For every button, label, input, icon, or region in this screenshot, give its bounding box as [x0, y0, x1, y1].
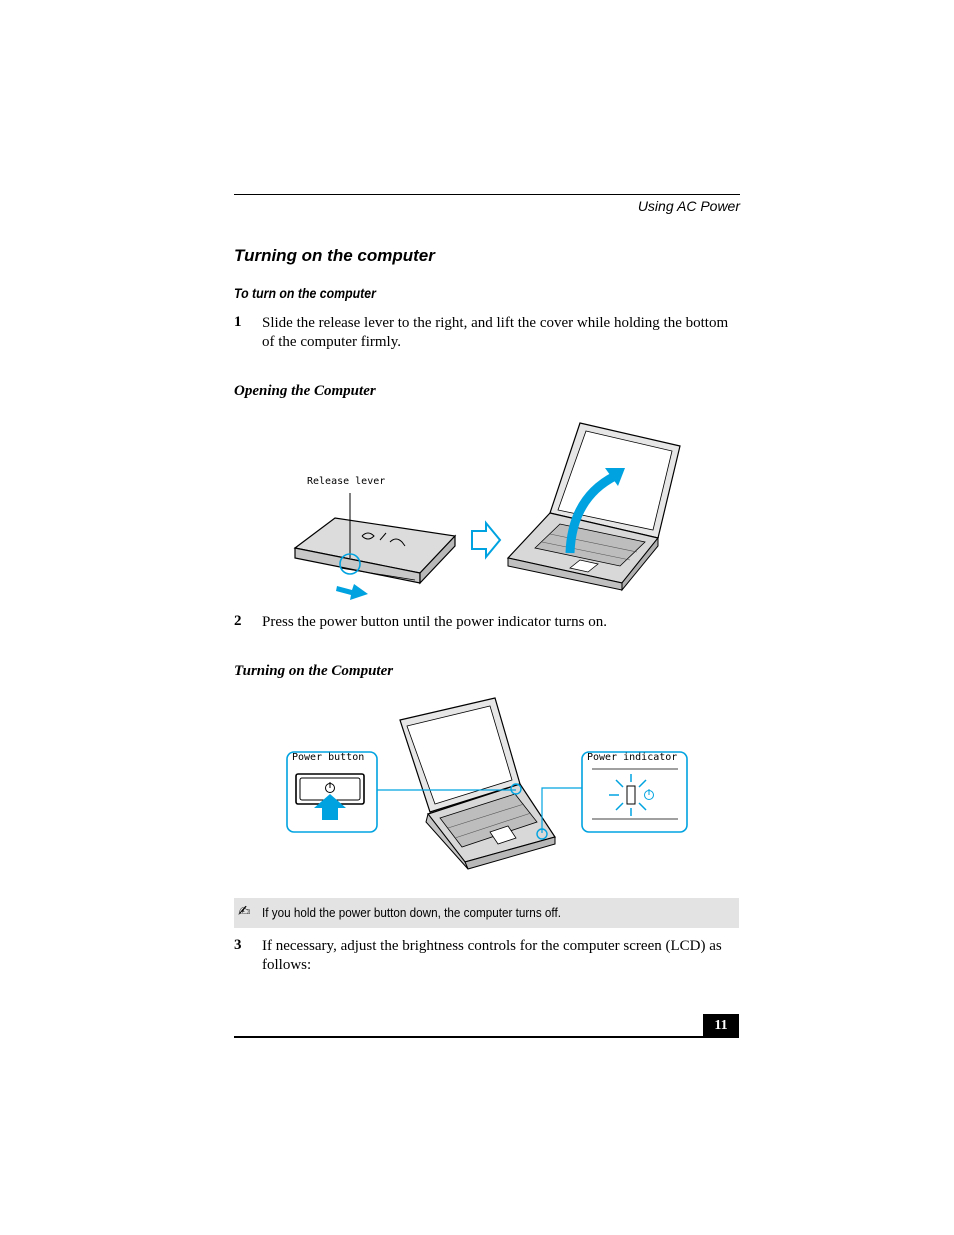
- header-rule: [234, 194, 740, 195]
- note-text: If you hold the power button down, the computer turns off.: [262, 905, 561, 920]
- laptop-power-drawing: [400, 698, 555, 869]
- opening-computer-illustration: [280, 418, 700, 603]
- figure-caption-opening: Opening the Computer: [234, 383, 376, 399]
- footer-rule: [234, 1036, 739, 1038]
- closed-laptop-drawing: [295, 518, 455, 583]
- step-3-text: If necessary, adjust the brightness controls for the computer screen (LCD) as follows:: [262, 938, 722, 973]
- step-1-text: Slide the release lever to the right, and lift the cover while holding the bottom of the computer firmly.: [262, 315, 729, 350]
- section-title: Turning on the computer: [234, 246, 435, 265]
- power-indicator-label: Power indicator: [587, 752, 678, 763]
- pencil-note-icon: ✍: [238, 902, 251, 920]
- turning-on-illustration: [280, 692, 700, 872]
- page-number: 11: [703, 1014, 739, 1037]
- step-2-text: Press the power button until the power indicator turns on.: [262, 614, 607, 630]
- open-laptop-drawing: [508, 423, 680, 590]
- procedure-title: To turn on the computer: [234, 285, 376, 301]
- release-lever-label: Release lever: [307, 476, 386, 487]
- power-button-label: Power button: [292, 752, 365, 763]
- step-2-number: 2: [234, 613, 242, 629]
- running-head: Using AC Power: [637, 198, 740, 214]
- step-3-number: 3: [234, 937, 242, 953]
- step-1-number: 1: [234, 314, 242, 330]
- figure-caption-turning-on: Turning on the Computer: [234, 663, 394, 679]
